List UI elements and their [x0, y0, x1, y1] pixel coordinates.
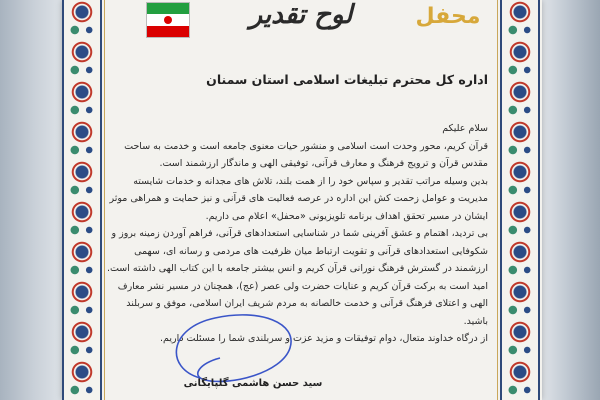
ornamental-border-left: [62, 0, 102, 400]
background-left: [0, 0, 62, 400]
ornamental-border-right: [500, 0, 540, 400]
body-paragraph: امید است به برکت قرآن کریم و عنایات حضرت ولی عصر (عج)، همچنان در مسیر نشر معارف الهی و اعتلای فرهنگ قرآنی و خدمت خالصانه به مردم شریف ایران اسلامی، موفق و سربلند باشید.: [117, 280, 488, 327]
signature-icon: [160, 308, 300, 388]
signer-name: سید حسن هاشمی گلپایگانی: [183, 378, 323, 389]
addressee-line: اداره کل محترم تبلیغات اسلامی استان سمنان: [206, 72, 488, 87]
border-inner-line-right: [497, 0, 498, 400]
iran-flag-icon: [146, 2, 190, 38]
body-paragraph: بدین وسیله مراتب تقدیر و سپاس خود را از همت بلند، تلاش های مجدانه و خدمات شایسته مدیریت و عوامل زحمت کش این اداره در عرصه فعالیت های قرآنی و نیز حمایت و همراهی موثر ایشان در مسیر تحقق اهداف برنامه تلویزیونی «محفل» اعلام می داریم.: [109, 175, 488, 222]
background-right: [542, 0, 600, 400]
border-inner-line-left: [104, 0, 105, 400]
body-paragraph: قرآن کریم، محور وحدت است اسلامی و منشور حیات معنوی جامعه است و خدمت به ساحت مقدس قرآن و ترویج فرهنگ و معارف قرآنی، توفیقی الهی و ماندگار ارزشمند است.: [124, 140, 488, 169]
body-paragraph: بی تردید، اهتمام و عشق آفرینی شما در شناسایی استعدادهای قرآنی، فراهم آوردن زمینه بروز و شکوفایی استعدادهای قرآنی و تقویت ارتباط میان ظرفیت های مردمی و رسانه ای، سهمی ارزشمند در گسترش فرهنگ نورانی قرآن کریم و انس بیشتر جامعه با این کتاب الهی داشته است.: [106, 228, 488, 274]
mahfel-logo: محفل: [415, 4, 481, 29]
certificate-title: لوح تقدیر: [249, 0, 353, 30]
certificate-content: [106, 0, 496, 400]
greeting: سلام علیکم: [442, 123, 488, 134]
body-paragraph: از درگاه خداوند متعال، دوام توفیقات و مزید عزت و سربلندی شما را مسئلت داریم.: [160, 333, 488, 344]
